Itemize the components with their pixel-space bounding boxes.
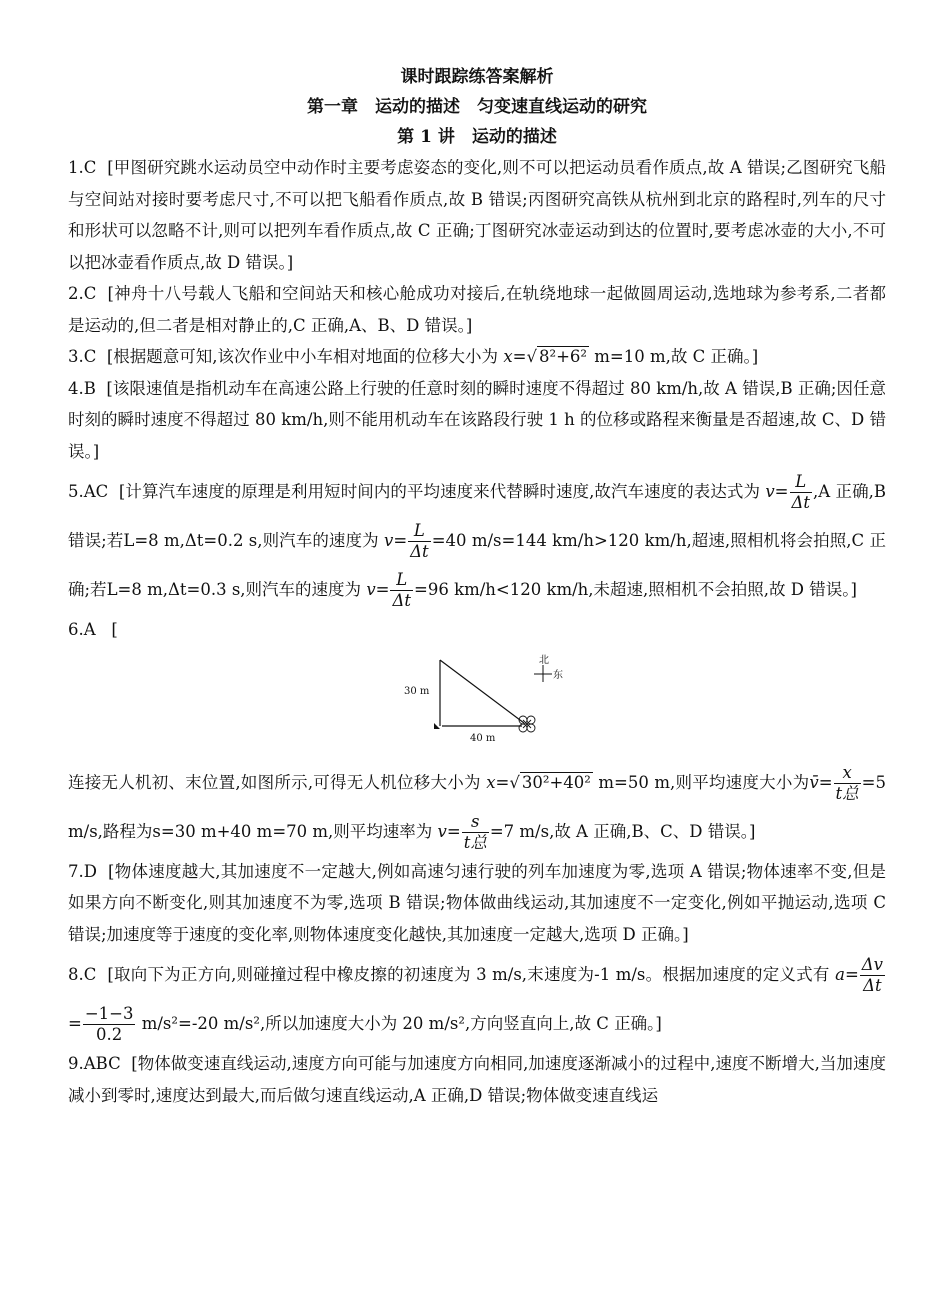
answer-text: m/s²=-20 m/s²,所以加速度大小为 20 m/s²,方向竖直向上,故 C 正确。] [136,1014,662,1033]
doc-title: 课时跟踪练答案解析 [400,67,554,87]
sqrt-expression: √ 30²+40² [509,772,591,792]
fraction [390,570,413,611]
arrow-head [434,723,440,729]
answer-text: =7 m/s,故 A 正确,B、C、D 错误。] [489,821,756,841]
drone-path-figure [404,650,630,752]
displacement-line [440,660,524,723]
answer-text: m=10 m,故 C 正确。] [589,347,759,366]
answer-text: [甲图研究跳水运动员空中动作时主要考虑姿态的变化,则不可以把运动员看作质点,故 A 错误;乙图研究飞船与空间站对接时要考虑尺寸,不可以把飞船看作质点,故 B 错误;丙图研究高铁从杭州到北京的路程时,列车的尺寸和形状可以忽略不计,则可以把列车看作质点,故 C 正确;丁图研究冰壶运动到达的位置时,要考虑冰壶的大小,不可以把冰壶看作质点,故 D 错误。] [68,158,886,272]
answer-label: 7.D [68,861,97,881]
fraction-numerator: −1−3 [84,1004,134,1023]
chapter-title: 第一章 运动的描述 匀变速直线运动的研究 [307,97,647,117]
answer-text: [取向下为正方向,则碰撞过程中橡皮擦的初速度为 3 m/s,末速度为-1 m/s。根据加速度的定义式有 [107,965,830,984]
answer-text: ,A 正确,B 错误;若 [68,482,887,550]
fraction-numerator: L [408,521,431,542]
answer-2 [68,278,886,341]
answer-text: [根据题意可知,该次作业中小车相对地面的位移大小为 [106,347,499,366]
fraction-denominator: Δt [410,542,429,561]
answer-text: [计算汽车速度的原理是利用短时间内的平均速度来代替瞬时速度,故汽车速度的表达式为 [118,482,761,501]
math-var: x [503,347,513,366]
answer-label: 6.A [68,620,96,639]
fraction-denominator: 0.2 [96,1025,123,1044]
fraction-denominator: Δt [392,591,412,610]
answer-label: 2.C [68,284,97,303]
answer-5: 5.AC [计算汽车速度的原理是利用短时间内的平均速度来代替瞬时速度,故汽车速度的表达式为 v= $\frac{L}{\Delta t}$ ,A 正确,B 错误;若L=8 m,Δt=0.2 s,则汽车的速度为 v= $\frac{L}{\Delta t}$ =40 m/s=144 km/h>120 km/h,超速,照相机将会拍照,C 正确;若L=8 m,Δt=0.3 s,则汽车的速度为 v= $\frac{L}{\Delta t}$ =96 km/h<120 km/h,未超速,照相机不会拍照,故 D 错误。] [68,472,887,610]
answer-7 [68,856,886,951]
answer-text: [物体做变速直线运动,速度方向可能与加速度方向相同,加速度逐渐减小的过程中,速度不断增大,当加速度减小到零时,速度达到最大,而后做匀速直线运动,A 正确,D 错误;物体做变速直线运 [68,1054,886,1105]
fraction-numerator: s [462,812,489,833]
answer-9 [68,1048,886,1111]
answer-text: [神舟十八号载人飞船和空间站天和核心舱成功对接后,在轨绕地球一起做圆周运动,选地球为参考系,二者都是运动的,但二者是相对静止的,C 正确,A、B、D 错误。] [68,284,886,335]
answer-6-body: 连接无人机初、末位置,如图所示,可得无人机位移大小为 x=√ 30²+40² m=50 m,则平均速度大小为v̄= $\frac{x}{\text{t总}}$ =5 m/s,路程为s=30 m+40 m=70 m,则平均速率为 v= $\frac{s}{\text{t总}}$ =7 m/s,故 A 正确,B、C、D 错误。] [68,758,886,856]
answer-8: 8.C [取向下为正方向,则碰撞过程中橡皮擦的初速度为 3 m/s,末速度为-1 m/s。根据加速度的定义式有 a= $\frac{\Delta v}{\Delta t}$ = $\frac{-1-3}{0.2}$ m/s²=-20 m/s²,所以加速度大小为 20 m/s²,方向竖直向上,故 C 正确。] [68,955,884,1044]
compass-north: 北 [539,654,549,666]
answer-label: 9.ABC [68,1054,121,1073]
math-var: v [437,821,447,841]
answer-text: [物体速度越大,其加速度不一定越大,例如高速匀速行驶的列车加速度为零,选项 A 错误;物体速率不变,但是如果方向不断变化,则其加速度不为零,选项 B 错误;物体做曲线运动,其加速度不一定变化,例如平抛运动,选项 C 错误;加速度等于速度的变化率,则物体速度变化越快,其加速度一定越大,选项 D 正确。] [68,861,886,944]
math-var: a [835,965,845,984]
answer-1 [68,152,886,278]
radicand: 30²+40² [521,772,591,792]
compass-east: 东 [553,669,563,681]
label-40m: 40 m [470,732,496,744]
math-var: v [765,482,775,501]
answer-text: m=50 m,则平均速度大小为 [592,772,810,792]
answer-text: =40 m/s=144 km/h>120 km/h,超速,照相机将会拍照,C 正确;若 [68,531,886,599]
fraction [790,472,813,513]
fraction-numerator: L [790,472,813,493]
answer-6 [68,614,886,646]
math-var: x [486,772,496,792]
page-body [68,62,886,1111]
fraction-numerator: x [834,763,861,784]
answer-label: 5.AC [68,482,109,501]
fraction-denominator: Δt [863,976,882,995]
fraction [83,1004,136,1045]
fraction-numerator: Δv [861,955,884,974]
answer-text: L=8 m,Δt=0.2 s,则汽车的速度为 [123,531,379,550]
answer-label: 4.B [68,378,96,398]
fraction-numerator: L [390,570,413,591]
fraction-denominator: t总 [835,783,859,803]
answer-text: s=30 m+40 m=70 m,则平均速率为 [152,821,433,841]
answer-text: [该限速值是指机动车在高速公路上行驶的任意时刻的瞬时速度不得超过 80 km/h,故 A 错误,B 正确;因任意时刻的瞬时速度不得超过 80 km/h,则不能用机动车在该路段行驶 1 h 的位移或路程来衡量是否超速,故 C、D 错误。] [68,378,886,461]
fraction-denominator: t总 [463,832,487,852]
label-30m: 30 m [404,685,430,697]
answer-text: 连接无人机初、末位置,如图所示,可得无人机位移大小为 [68,772,481,792]
fraction [834,763,861,804]
answer-text: =96 km/h<120 km/h,未超速,照相机不会拍照,故 D 错误。] [414,580,857,599]
answer-label: 8.C [68,965,97,984]
answer-label: 3.C [68,347,97,366]
sqrt-expression: √ 8²+6² [526,347,588,366]
radicand: 8²+6² [538,347,588,366]
fraction [408,521,431,562]
answer-text: =5 m/s,路程为 [68,772,886,841]
fraction [462,812,489,853]
answer-label: 1.C [68,158,97,177]
math-var: v [366,580,376,599]
lesson-title: 第 1 讲 运动的描述 [397,127,557,147]
compass [534,654,563,682]
answer-3: 3.C [根据题意可知,该次作业中小车相对地面的位移大小为 x=√ 8²+6² m=10 m,故 C 正确。] [68,341,886,373]
answer-text: L=8 m,Δt=0.3 s,则汽车的速度为 [106,580,362,599]
math-var: v [383,531,394,550]
answer-bracket: [ [111,620,118,639]
math-var: v̄ [809,772,819,792]
fraction-denominator: Δt [791,493,811,512]
fraction [860,955,885,996]
answer-4 [68,373,886,468]
drone-icon [519,716,535,732]
